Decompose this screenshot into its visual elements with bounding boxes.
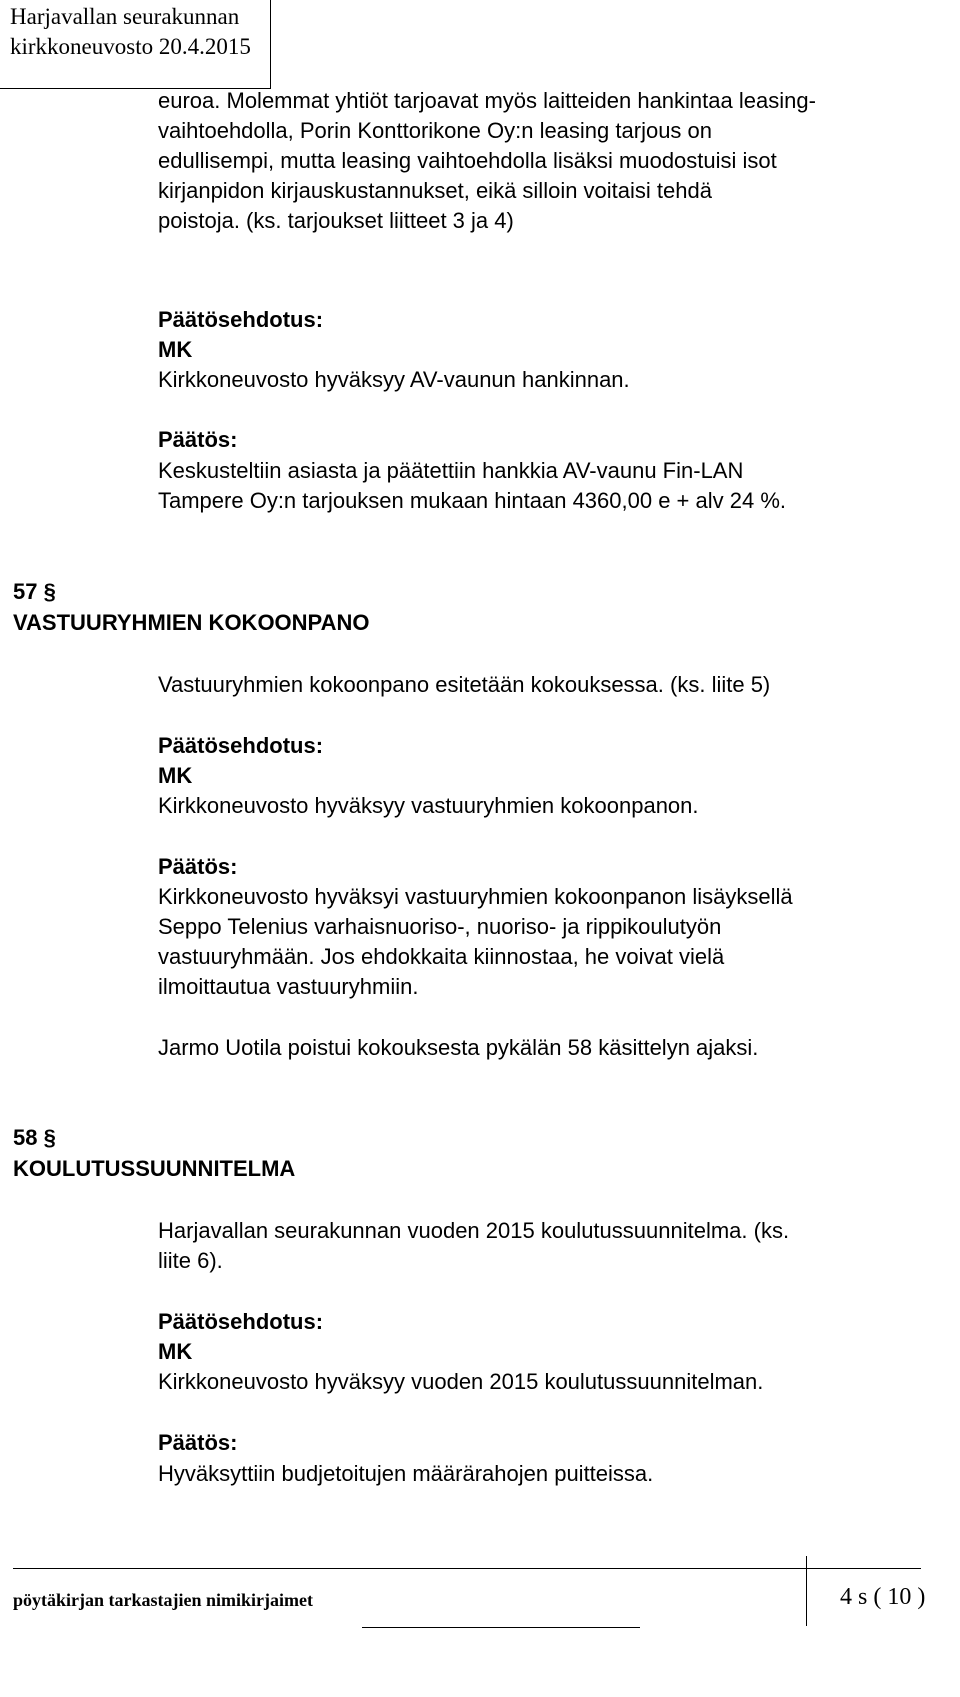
page-number: 4 s ( 10 ) <box>840 1584 926 1610</box>
section-symbol: § <box>43 1125 56 1150</box>
section-intro-line: Harjavallan seurakunnan vuoden 2015 koulutussuunnitelma. (ks. <box>158 1218 790 1243</box>
section-intro: Vastuuryhmien kokoonpano esitetään kokouksessa. (ks. liite 5) <box>158 672 771 697</box>
header-meeting-date: kirkkoneuvosto 20.4.2015 <box>10 34 251 59</box>
section-title: VASTUURYHMIEN KOKOONPANO <box>13 610 370 635</box>
section-note: Jarmo Uotila poistui kokouksesta pykälän 58 käsittelyn ajaksi. <box>158 1035 759 1060</box>
proposal-label: Päätösehdotus: <box>158 307 324 332</box>
intro-line: kirjanpidon kirjauskustannukset, eikä silloin voitaisi tehdä <box>158 178 712 203</box>
decision-line: vastuuryhmään. Jos ehdokkaita kiinnostaa, he voivat vielä <box>158 944 725 969</box>
section-number: 58 <box>13 1125 38 1150</box>
proposal-text: Kirkkoneuvosto hyväksyy vastuuryhmien kokoonpanon. <box>158 793 699 818</box>
section-symbol: § <box>43 579 56 604</box>
decision-label: Päätös: <box>158 427 238 452</box>
decision-label: Päätös: <box>158 1430 238 1455</box>
section-number: 57 <box>13 579 38 604</box>
signature-line <box>362 1627 640 1628</box>
intro-line: vaihtoehdolla, Porin Konttorikone Oy:n leasing tarjous on <box>158 118 713 143</box>
proposal-text: Kirkkoneuvosto hyväksyy AV-vaunun hankinnan. <box>158 367 630 392</box>
proposer: MK <box>158 337 193 362</box>
header-parish: Harjavallan seurakunnan <box>10 4 240 29</box>
proposer: MK <box>158 1339 193 1364</box>
intro-line: euroa. Molemmat yhtiöt tarjoavat myös laitteiden hankintaa leasing- <box>158 88 816 113</box>
decision-label: Päätös: <box>158 854 238 879</box>
proposal-text: Kirkkoneuvosto hyväksyy vuoden 2015 koulutussuunnitelman. <box>158 1369 764 1394</box>
section-number-58 <box>13 1125 56 1151</box>
decision-line: Keskusteltiin asiasta ja päätettiin hankkia AV-vaunu Fin-LAN <box>158 458 744 483</box>
section-number-57 <box>13 579 56 605</box>
intro-line: edullisempi, mutta leasing vaihtoehdolla lisäksi muodostuisi isot <box>158 148 777 173</box>
section-intro-line: liite 6). <box>158 1248 223 1273</box>
decision-line: ilmoittautua vastuuryhmiin. <box>158 974 419 999</box>
proposer: MK <box>158 763 193 788</box>
decision-line: Seppo Telenius varhaisnuoriso-, nuoriso- ja rippikoulutyön <box>158 914 722 939</box>
intro-line: poistoja. (ks. tarjoukset liitteet 3 ja 4) <box>158 208 514 233</box>
decision-line: Tampere Oy:n tarjouksen mukaan hintaan 4360,00 e + alv 24 %. <box>158 488 786 513</box>
section-title: KOULUTUSSUUNNITELMA <box>13 1156 296 1181</box>
footer-label: pöytäkirjan tarkastajien nimikirjaimet <box>13 1590 313 1610</box>
decision-line: Kirkkoneuvosto hyväksyi vastuuryhmien kokoonpanon lisäyksellä <box>158 884 793 909</box>
proposal-label: Päätösehdotus: <box>158 1309 324 1334</box>
footer-divider <box>13 1568 921 1569</box>
proposal-label: Päätösehdotus: <box>158 733 324 758</box>
decision-text: Hyväksyttiin budjetoitujen määrärahojen puitteissa. <box>158 1461 654 1486</box>
